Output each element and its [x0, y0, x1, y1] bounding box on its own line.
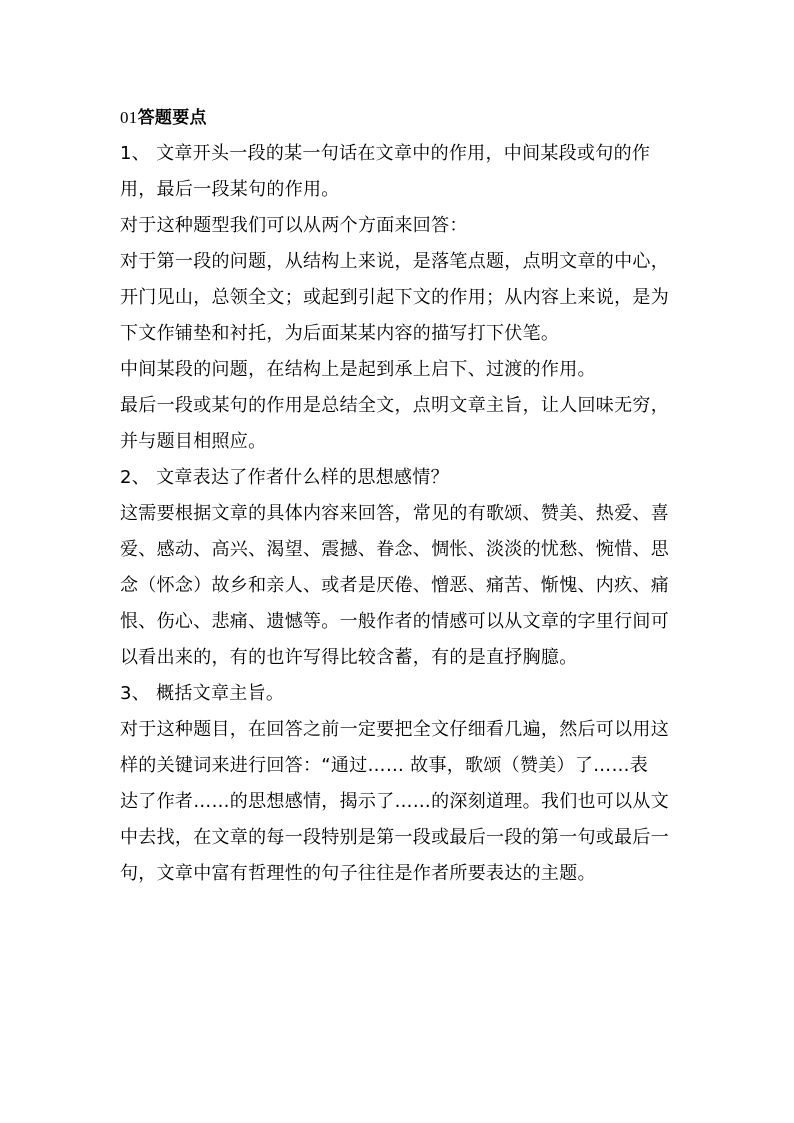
text-line: 以看出来的，有的也许写得比较含蓄，有的是直抒胸臆。: [120, 647, 578, 668]
text-line: 达了作者……的思想感情，揭示了……的深刻道理。我们也可以从文: [120, 791, 669, 812]
text-line: 最后一段或某句的作用是总结全文，点明文章主旨，让人回味无穷，: [120, 395, 669, 416]
document-page: [120, 100, 690, 892]
text-line: 这需要根据文章的具体内容来回答，常见的有歌颂、赞美、热爱、喜: [120, 503, 669, 524]
text-line: 对于这种题目，在回答之前一定要把全文仔细看几遍，然后可以用这: [120, 719, 669, 740]
text-line: 3、 概括文章主旨。: [120, 683, 285, 704]
text-line: 念（怀念）故乡和亲人、或者是厌倦、憎恶、痛苦、惭愧、内疚、痛: [120, 575, 669, 596]
text-line: 下文作铺垫和衬托，为后面某某内容的描写打下伏笔。: [120, 323, 560, 344]
text-line: 句，文章中富有哲理性的句子往往是作者所要表达的主题。: [120, 863, 596, 884]
text-line: 样的关键词来进行回答：“通过…… 故事，歌颂（赞美）了……表: [120, 755, 649, 776]
section-number: 01: [120, 108, 138, 127]
text-line: 对于这种题型我们可以从两个方面来回答：: [120, 215, 468, 236]
section-heading: [120, 100, 690, 136]
text-line: 爱、感动、高兴、渴望、震撼、眷念、惆怅、淡淡的忧愁、惋惜、思: [120, 539, 669, 560]
text-line: 中间某段的问题，在结构上是起到承上启下、过渡的作用。: [120, 359, 596, 380]
section-title: 答题要点: [137, 108, 207, 128]
text-line: 恨、伤心、悲痛、遗憾等。一般作者的情感可以从文章的字里行间可: [120, 611, 669, 632]
text-line: 1、 文章开头一段的某一句话在文章中的作用，中间某段或句的作: [120, 143, 651, 164]
text-line: 中去找，在文章的每一段特别是第一段或最后一段的第一句或最后一: [120, 827, 669, 848]
text-line: 并与题目相照应。: [120, 431, 267, 452]
text-line: 开门见山，总领全文；或起到引起下文的作用；从内容上来说，是为: [120, 287, 669, 308]
text-line: 2、 文章表达了作者什么样的思想感情？: [120, 467, 449, 488]
text-line: 对于第一段的问题，从结构上来说，是落笔点题，点明文章的中心，: [120, 251, 669, 272]
text-line: 用，最后一段某句的作用。: [120, 179, 340, 200]
